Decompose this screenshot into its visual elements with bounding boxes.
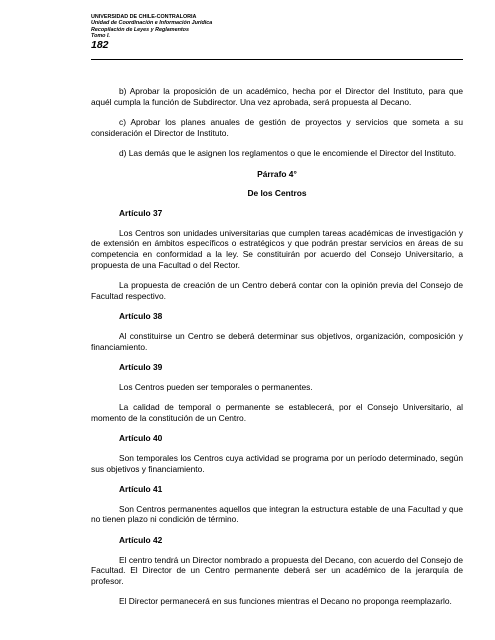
header-collection: Recopilación de Leyes y Reglamentos (91, 26, 189, 33)
header-divider (91, 59, 463, 60)
header-institution: UNIVERSIDAD DE CHILE-CONTRALORIA (91, 14, 197, 20)
article-42-paragraph-1: El centro tendrá un Director nombrado a propuesta del Decano, con acuerdo del Consejo de Facultad. El Director de un Centro permanente deberá ser un académico de la jerarquía de profesor. (91, 554, 463, 586)
article-40-heading: Artículo 40 (119, 433, 163, 444)
page-number: 182 (91, 39, 109, 52)
article-42-paragraph-2: El Director permanecerá en sus funciones mientras el Decano no proponga reemplazarlo. (119, 596, 452, 607)
article-37-paragraph-1: Los Centros son unidades universitarias que cumplen tareas académicas de investigación y de extensión en ámbitos específicos o estratégicos y que podrán prestar servicios en áreas de su competencia en conformidad a la ley. Se constituirán por acuerdo del Consejo Universitario, a propuesta de una Facultad o del Rector. (91, 227, 463, 270)
article-37-heading: Artículo 37 (119, 208, 163, 219)
article-38-heading: Artículo 38 (119, 311, 163, 322)
header-unit: Unidad de Coordinación e Información Jurídica (91, 20, 213, 27)
header-volume: Tomo I. (91, 32, 110, 39)
article-40-paragraph-1: Son temporales los Centros cuya actividad se programa por un período determinado, según sus objetivos y financiamiento. (91, 453, 463, 474)
paragraph-b: b) Aprobar la proposición de un académico, hecha por el Director del Instituto, para que aquél cumpla la función de Subdirector. Una vez aprobada, será propuesta al Decano. (91, 86, 463, 107)
article-42-heading: Artículo 42 (119, 535, 163, 546)
article-37-paragraph-2: La propuesta de creación de un Centro deberá contar con la opinión previa del Consejo de Facultad respectivo. (91, 280, 463, 301)
document-body (91, 86, 463, 617)
article-39-paragraph-1: Los Centros pueden ser temporales o permanentes. (119, 381, 313, 392)
page-header (91, 14, 463, 51)
article-39-heading: Artículo 39 (119, 362, 163, 373)
article-39-paragraph-2: La calidad de temporal o permanente se establecerá, por el Consejo Universitario, al momento de la constitución de un Centro. (91, 402, 463, 423)
section-title: De los Centros (247, 187, 307, 198)
paragraph-d: d) Las demás que le asignen los reglamentos o que le encomiende el Director del Instituto. (119, 148, 457, 159)
article-41-paragraph-1: Son Centros permanentes aquellos que integran la estructura estable de una Facultad y que no tienen plazo ni condición de término. (91, 503, 463, 525)
paragraph-c: c) Aprobar los planes anuales de gestión de proyectos y servicios que someta a su consideración el Director de Instituto. (91, 117, 463, 138)
section-label: Párrafo 4° (257, 168, 297, 179)
article-41-heading: Artículo 41 (119, 484, 163, 495)
article-38-paragraph-1: Al constituirse un Centro se deberá determinar sus objetivos, organización, composición y financiamiento. (91, 330, 463, 352)
